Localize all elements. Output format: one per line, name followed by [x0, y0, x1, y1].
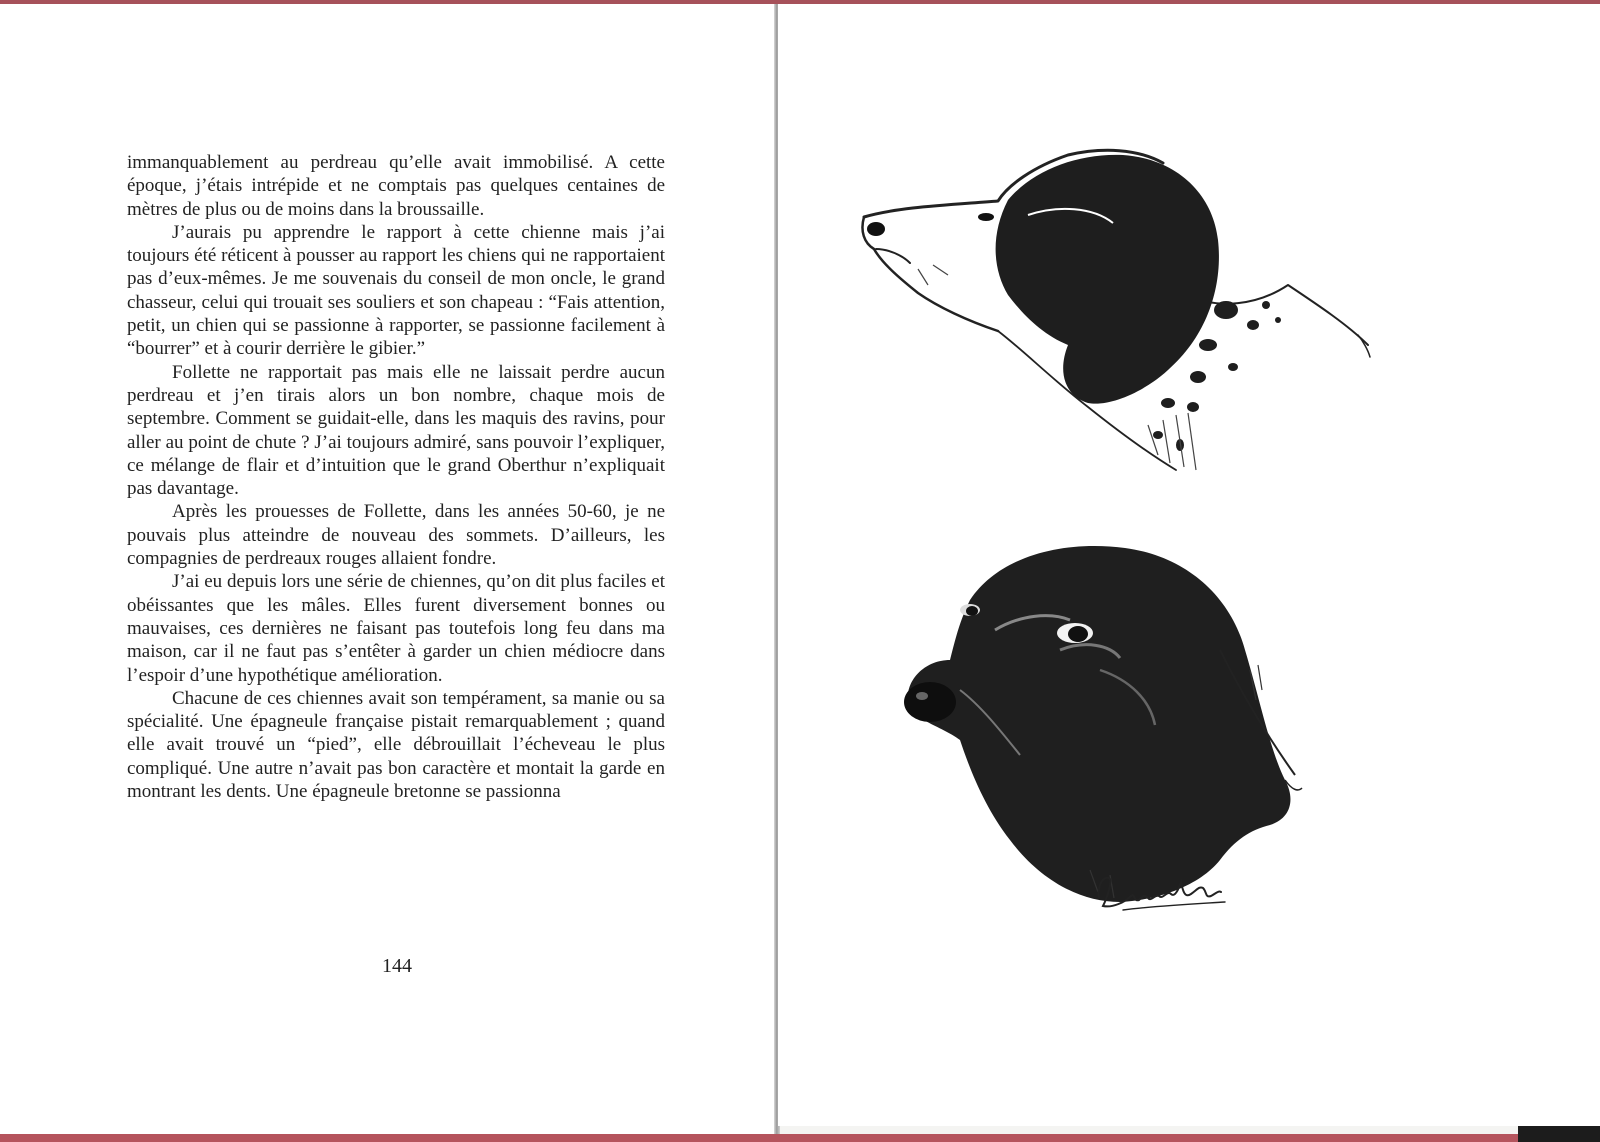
paragraph-2: J’aurais pu apprendre le rapport à cette chienne mais j’ai toujours été réticent à pousser au rapport les chiens qui ne rapportaient pas d’eux-mêmes. Je me souvenais du conseil de mon oncle, le grand chasseur, celui qui trouait ses souliers et son chapeau : “Fais attention, petit, un chien qui se passionne à rapporter, se passionne facilement à “bourrer” et à courir derrière le gibier.” — [127, 221, 665, 360]
pointer-dog-illustration — [858, 145, 1398, 490]
cover-edge-bottom — [0, 1134, 1600, 1142]
left-page — [0, 4, 776, 1134]
paragraph-5: J’ai eu depuis lors une série de chiennes, qu’on dit plus faciles et obéissantes que les mâles. Elles furent diversement bonnes ou mauvaises, ces dernières ne faisant pas toutefois long feu dans ma maison, car il ne faut pas s’entêter à garder un chien médiocre dans l’espoir d’une hypothétique amélioration. — [127, 571, 665, 686]
scan-corner — [1518, 1126, 1600, 1142]
paragraph-6: Chacune de ces chiennes avait son tempérament, sa manie ou sa spécialité. Une épagneule française pistait remarquablement ; quand elle avait trouvé un “pied”, elle débrouillait l’écheveau le plus compliqué. Une autre n’avait pas bon caractère et montait la garde en montrant les dents. Une épagneule bretonne se passionna — [127, 687, 665, 803]
body-text — [127, 151, 665, 803]
paragraph-4: Après les prouesses de Follette, dans les années 50-60, je ne pouvais plus atteindre de nouveau des sommets. D’ailleurs, les compagnies de perdreaux rouges allaient fondre. — [127, 501, 665, 570]
page-number: 144 — [382, 955, 412, 977]
artist-signature — [1093, 868, 1233, 914]
paragraph-3: Follette ne rapportait pas mais elle ne laissait perdre aucun perdreau et j’en tirais alors un bon nombre, chaque mois de septembre. Comment se guidait-elle, dans les maquis des ravins, pour aller au point de chute ? J’ai toujours admiré, sans pouvoir l’expliquer, ce mélange de flair et d’intuition que le grand Oberthur n’expliquait pas davantage. — [127, 361, 665, 500]
paragraph-1: immanquablement au perdreau qu’elle avait immobilisé. A cette époque, j’étais intrépide et ne comptais pas quelques centaines de mètres de plus ou de moins dans la broussaille. — [127, 152, 665, 220]
